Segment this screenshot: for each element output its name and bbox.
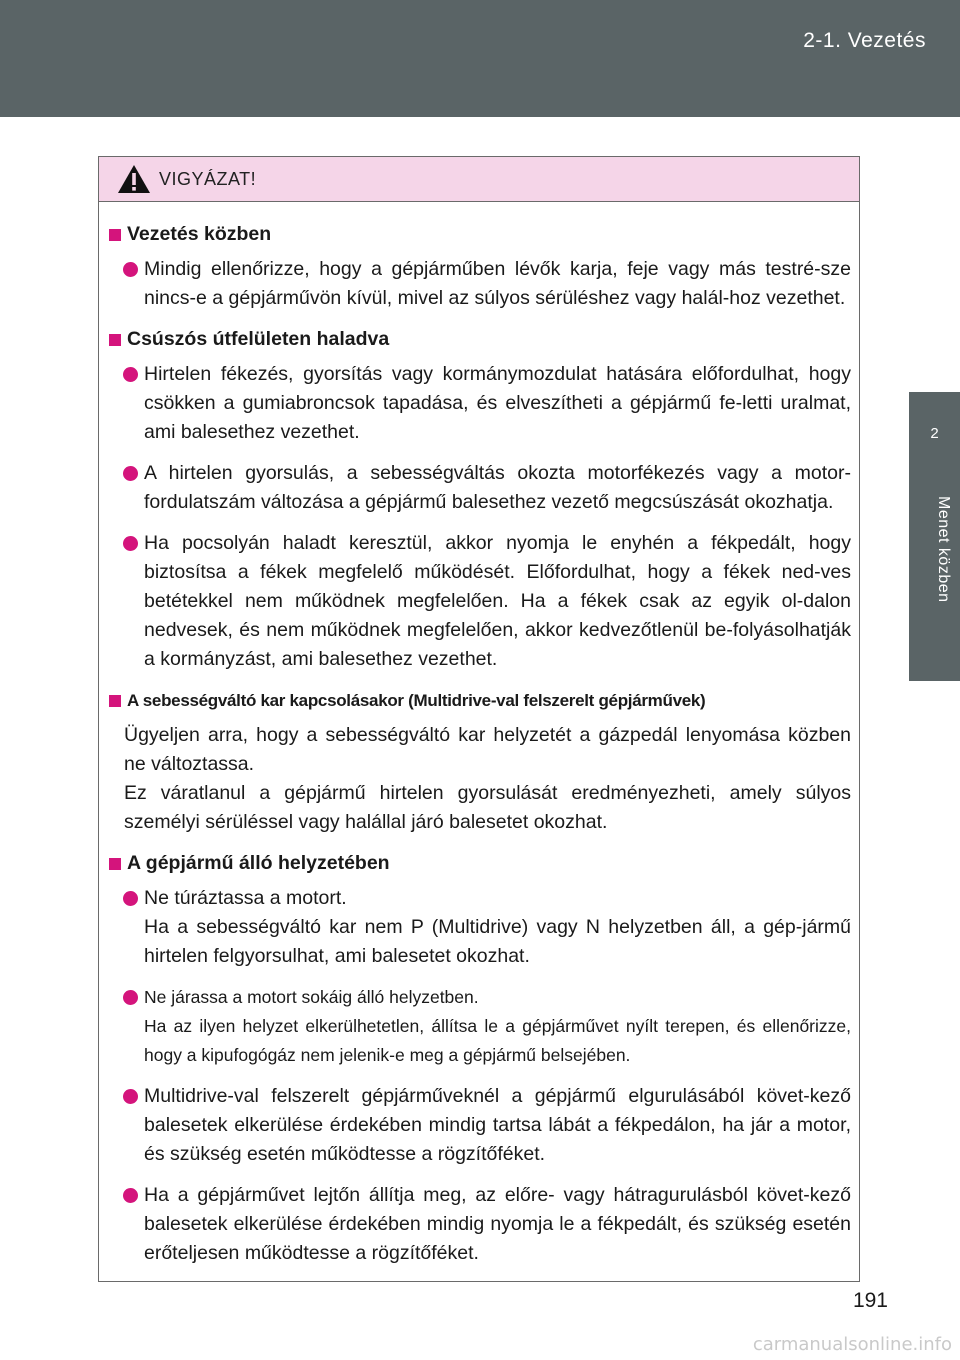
circle-bullet-icon (123, 367, 138, 382)
circle-bullet-icon (123, 1188, 138, 1203)
list-item: Ha a gépjárművet lejtőn állítja meg, az előre- vagy hátragurulásból követ-kező balesetek elkerülése érdekében mindig nyomja le a fékpedált, és szükség esetén erőteljesen működtesse a rögzítőféket. (109, 1181, 851, 1268)
page-header-bar (0, 0, 960, 117)
circle-bullet-icon (123, 466, 138, 481)
section-heading: A gépjármű álló helyzetében (109, 849, 851, 878)
circle-bullet-icon (123, 990, 138, 1005)
list-item: A hirtelen gyorsulás, a sebességváltás okozta motorfékezés vagy a motor-fordulatszám változása a gépjármű balesethez vezető megcsúszását okozhatja. (109, 459, 851, 517)
caution-title: VIGYÁZAT! (159, 168, 257, 189)
list-item: Ha pocsolyán haladt keresztül, akkor nyomja le enyhén a fékpedált, hogy biztosítsa a fékek megfelelő működését. Előfordulhat, hogy a fékek ned-ves betétekkel nem működnek megfelelően. Ha a fékek csak az egyik ol-dalon nedvesek, és nem működnek megfelelően, akkor kedvezőtlenül be-folyásolhatják a kormányzást, ami balesethez vezethet. (109, 529, 851, 674)
circle-bullet-icon (123, 262, 138, 277)
circle-bullet-icon (123, 1089, 138, 1104)
section-heading: Csúszós útfelületen haladva (109, 325, 851, 354)
circle-bullet-icon (123, 891, 138, 906)
square-bullet-icon (109, 695, 121, 707)
caution-box (98, 156, 860, 1282)
side-tab-divider (909, 391, 960, 392)
list-item: Ne túráztassa a motort. Ha a sebességváltó kar nem P (Multidrive) vagy N helyzetben áll, a gép-jármű hirtelen felgyorsulhat, ami balesetet okozhat. (109, 884, 851, 971)
square-bullet-icon (109, 334, 121, 346)
caution-content (99, 202, 859, 1268)
square-bullet-icon (109, 229, 121, 241)
watermark: carmanualsonline.info (752, 1334, 952, 1355)
warning-triangle-icon (117, 164, 151, 194)
list-item: Mindig ellenőrizze, hogy a gépjárműben lévők karja, feje vagy más testré-sze nincs-e a gépjárművön kívül, mivel az súlyos sérüléshez vagy halál-hoz vezethet. (109, 255, 851, 313)
list-item: Multidrive-val felszerelt gépjárműveknél a gépjármű elgurulásából követ-kező balesetek elkerülése érdekében mindig tartsa lábát a fékpedálon, ha jár a motor, és szükség esetén működtesse a rögzítőféket. (109, 1082, 851, 1169)
section-heading: Vezetés közben (109, 220, 851, 249)
square-bullet-icon (109, 858, 121, 870)
list-item: Ne járassa a motort sokáig álló helyzetben. Ha az ilyen helyzet elkerülhetetlen, állítsa le a gépjárművet nyílt terepen, és ellenőrizze, hogy a kipufogógáz nem jelenik-e meg a gépjármű belsejében. (109, 983, 851, 1070)
chapter-number: 2 (930, 425, 939, 442)
list-item: Hirtelen fékezés, gyorsítás vagy kormánymozdulat hatására előfordulhat, hogy csökken a gumiabroncsok tapadása, és elveszítheti a gépjármű fe-letti uralmat, ami balesethez vezethet. (109, 360, 851, 447)
paragraph: Ügyeljen arra, hogy a sebességváltó kar helyzetét a gázpedál lenyomása közben ne változtassa. Ez váratlanul a gépjármű hirtelen gyorsulását eredményezheti, amely súlyos személyi sérüléssel vagy halállal járó balesetet okozhat. (124, 724, 851, 833)
page-number: 191 (852, 1289, 888, 1312)
circle-bullet-icon (123, 536, 138, 551)
chapter-title: Menet közben (935, 496, 952, 603)
caution-header (99, 157, 859, 202)
section-label: 2-1. Vezetés (803, 29, 926, 52)
section-heading: A sebességváltó kar kapcsolásakor (Multidrive-val felszerelt gépjárművek) (109, 686, 851, 715)
